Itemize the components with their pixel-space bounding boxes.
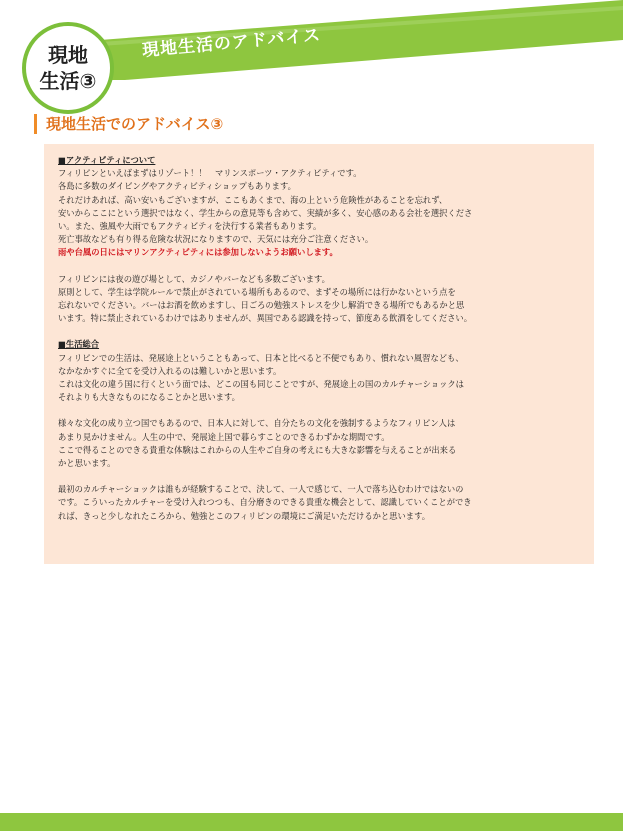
nightlife-line: フィリピンには夜の遊び場として、カジノやバーなども多数ございます。 [58, 273, 330, 284]
general-line: なかなかすぐに全てを受け入れるのは難しいかと思います。 [58, 365, 282, 376]
banner-title: 現地生活のアドバイス [141, 25, 322, 61]
general-line: これは文化の違う国に行くという面では、どこの国も同じことですが、発展途上の国のカルチャーショックは [58, 379, 464, 390]
activity-line: フィリピンといえばまずはリゾート！！ マリンスポーツ・アクティビティです。 [58, 168, 362, 179]
nightlife-line: います。特に禁止されているわけではありませんが、異国である認識を持って、節度ある飲酒をしてください。 [58, 313, 473, 324]
general-line: ここで得ることのできる貴重な体験はこれからの人生やご自身の考えにも大きな影響を与えることが出来る [58, 444, 457, 455]
activity-line: 安いからここにという選択ではなく、学生からの意見等も含めて、実績が多く、安心感のある会社を選択くださ [58, 207, 473, 218]
general-line: です。こういったカルチャーを受け入れつつも、自分磨きのできる貴重な機会として、認識していくことができ [58, 497, 472, 508]
general-line: かと思います。 [58, 458, 116, 469]
general-line: 様々な文化の成り立つ国でもあるので、日本人に対して、自分たちの文化を強制するようなフィリピン人は [58, 418, 456, 429]
general-line: あまり見かけません。人生の中で、発展途上国で暮らすことのできるわずかな期間です。 [58, 431, 390, 442]
activity-line: い。また、強風や大雨でもアクティビティを決行する業者もあります。 [58, 221, 322, 232]
content-box [44, 144, 594, 564]
general-heading: ■生活総合 [58, 339, 100, 350]
nightlife-line: 忘れないでください。バーはお酒を飲めますし、日ごろの勉強ストレスを少し解消できる場所でもあるかと思 [58, 300, 465, 311]
nightlife-line: 原則として、学生は学院ルールで禁止がされている場所もあるので、まずその場所には行かないという点を [58, 286, 456, 297]
activity-line: それだけあれば、高い安いもございますが、ここもあくまで、海の上という危険性があることを忘れず、 [58, 194, 448, 205]
footer-bar [0, 813, 623, 831]
general-line: れば、きっと少しなれたころから、勉強とこのフィリピンの環境にご満足いただけるかと思います。 [58, 510, 431, 521]
activity-heading: ■アクティビティについて [58, 155, 156, 165]
section-badge [22, 22, 114, 114]
section-heading: 現地生活でのアドバイス③ [34, 114, 223, 134]
general-line: フィリピンでの生活は、発展途上ということもあって、日本と比べると不便でもあり、慣れない風習なども、 [58, 352, 464, 363]
badge-line-2: 生活③ [39, 69, 97, 93]
activity-line: 死亡事故なども有り得る危険な状況になりますので、天気には充分ご注意ください。 [58, 234, 374, 245]
badge-line-1: 現地 [48, 43, 88, 67]
activity-warning: 雨や台風の日にはマリンアクティビティには参加しないようお願いします。 [58, 247, 338, 258]
general-line: それよりも大きなものになることかと思います。 [58, 392, 240, 403]
activity-line: 各島に多数のダイビングやアクティビティショップもあります。 [58, 181, 296, 192]
general-line: 最初のカルチャーショックは誰もが経験することで、決して、一人で感じて、一人で落ち込むわけではないの [58, 484, 464, 495]
